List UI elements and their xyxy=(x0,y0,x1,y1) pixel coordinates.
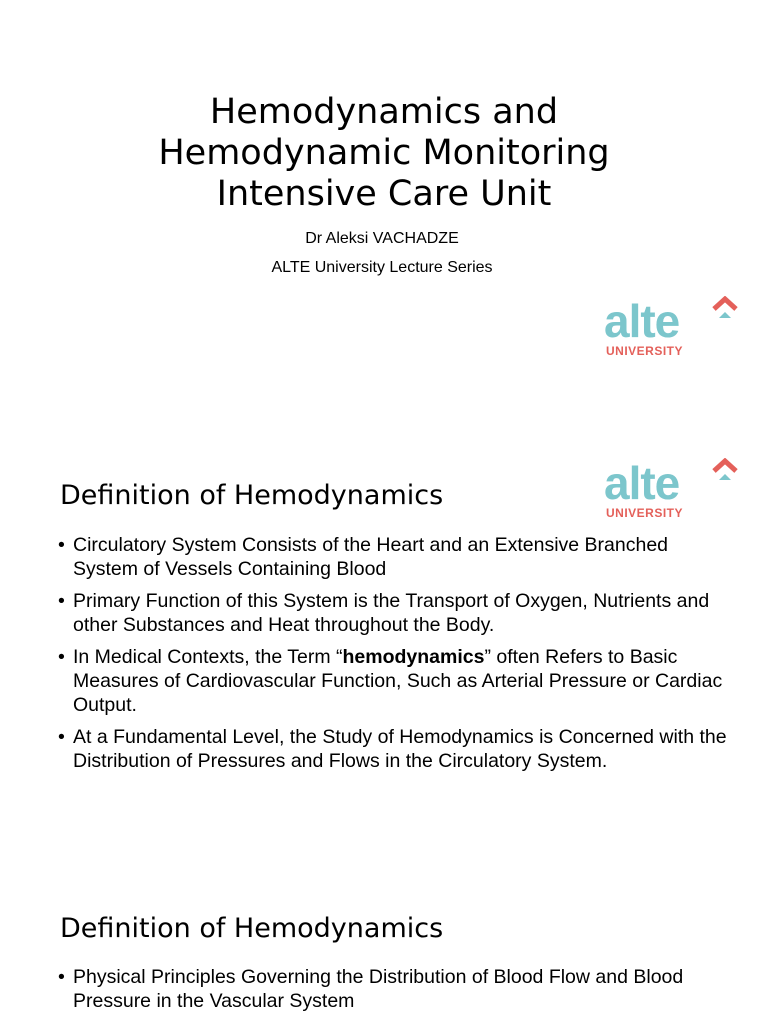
bullet-list xyxy=(58,533,738,781)
alte-chevron-icon xyxy=(710,458,740,484)
logo-subtext: UNIVERSITY xyxy=(606,344,684,358)
presentation-title xyxy=(60,92,708,215)
bold-term: hemodynamics xyxy=(342,646,485,668)
title-line: Hemodynamic Monitoring xyxy=(158,133,610,173)
bullet-item: • At a Fundamental Level, the Study of Hemodynamics is Concerned with the Distribution of Pressures and Flows in the Circulatory System. xyxy=(58,725,738,773)
slide-title: Definition of Hemodynamics xyxy=(60,913,444,944)
bullet-text: In Medical Contexts, the Term “ xyxy=(73,646,343,668)
title-slide xyxy=(0,0,768,420)
bullet-item: • Physical Principles Governing the Distribution of Blood Flow and Blood Pressure in the Vascular System xyxy=(58,965,738,1013)
bullet-list xyxy=(58,965,738,1021)
definition-slide xyxy=(0,430,768,850)
alte-university-logo xyxy=(604,296,744,366)
alte-chevron-icon xyxy=(710,296,740,322)
bullet-item: • Primary Function of this System is the Transport of Oxygen, Nutrients and other Substances and Heat throughout the Body. xyxy=(58,589,738,637)
alte-university-logo xyxy=(604,458,744,528)
title-line: Hemodynamics and xyxy=(209,92,559,132)
author-name: Dr Aleksi VACHADZE xyxy=(305,230,459,247)
slide-title: Definition of Hemodynamics xyxy=(60,480,444,511)
logo-subtext: UNIVERSITY xyxy=(606,506,684,520)
bullet-text: ” often Refers to Basic Measures of Cardiovascular Function, Such as Arterial Pressure or Cardiac Output. xyxy=(73,646,723,716)
definition-slide xyxy=(0,860,768,1024)
bullet-item: • Circulatory System Consists of the Heart and an Extensive Branched System of Vessels Containing Blood xyxy=(58,533,738,581)
lecture-series: ALTE University Lecture Series xyxy=(271,259,493,276)
logo-wordmark: alte xyxy=(604,295,680,347)
title-line: Intensive Care Unit xyxy=(216,174,552,214)
logo-wordmark: alte xyxy=(604,457,680,509)
bullet-item xyxy=(58,645,738,717)
